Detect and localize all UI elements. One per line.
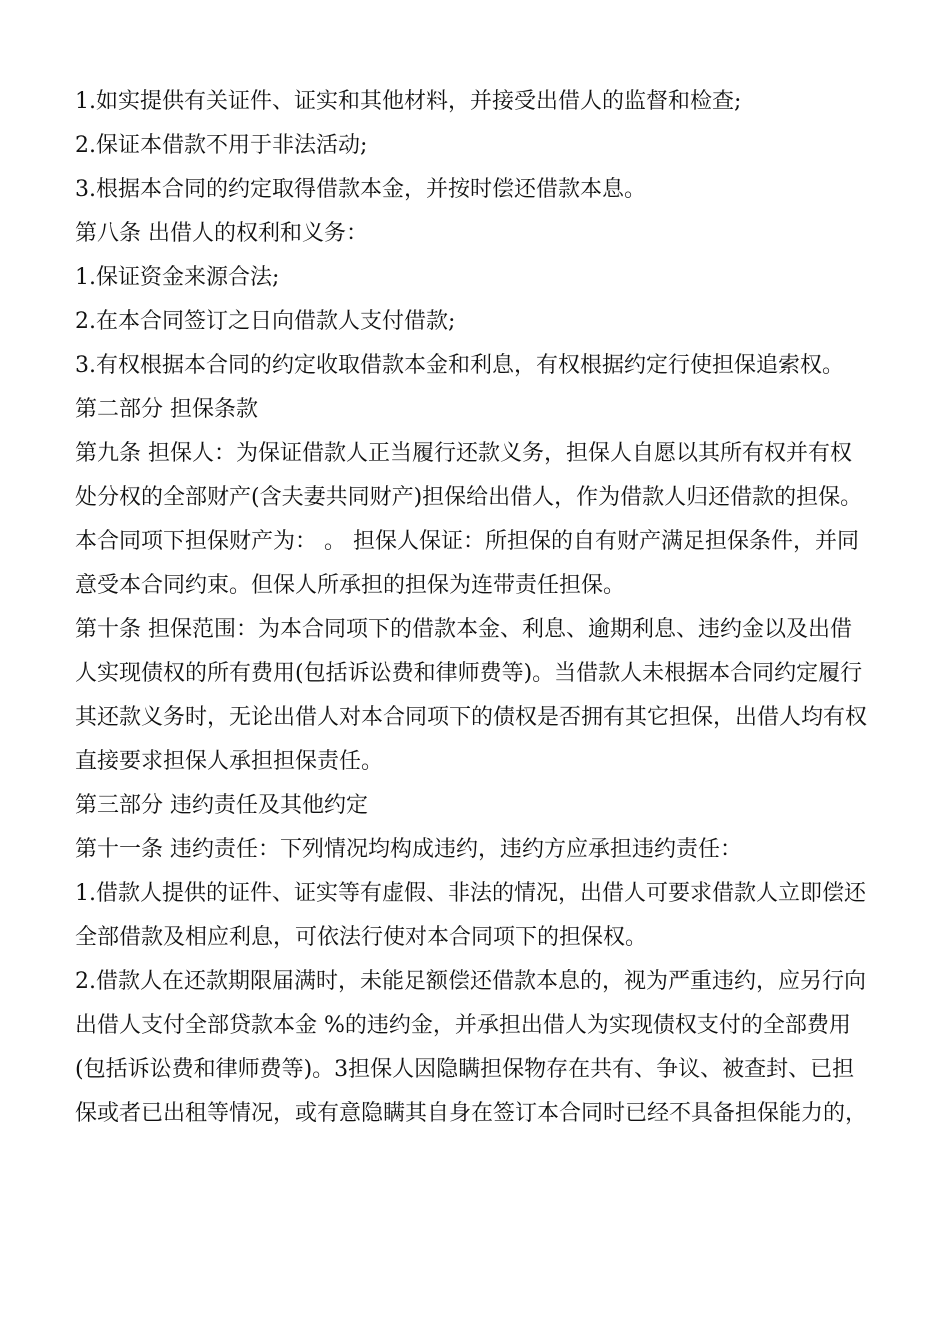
part-heading: 第二部分 担保条款: [75, 397, 258, 422]
text-line: 1.保证资金来源合法;: [75, 265, 280, 290]
text-line: 意受本合同约束。但保人所承担的担保为连带责任担保。: [75, 573, 626, 598]
section-heading: 第八条 出借人的权利和义务：: [75, 221, 368, 246]
text-line: 2.保证本借款不用于非法活动;: [75, 133, 368, 158]
text-line: 本合同项下担保财产为： 。 担保人保证：所担保的自有财产满足担保条件，并同: [75, 529, 859, 554]
text-line: 其还款义务时，无论出借人对本合同项下的债权是否拥有其它担保，出借人均有权: [75, 705, 868, 730]
text-line: 第十条 担保范围：为本合同项下的借款本金、利息、逾期利息、违约金以及出借: [75, 617, 852, 642]
text-line: 处分权的全部财产(含夫妻共同财产)担保给出借人，作为借款人归还借款的担保。: [75, 485, 863, 510]
document-body: [75, 80, 885, 1136]
text-line: 人实现债权的所有费用(包括诉讼费和律师费等)。当借款人未根据本合同约定履行: [75, 661, 863, 686]
text-line: 第九条 担保人：为保证借款人正当履行还款义务，担保人自愿以其所有权并有权: [75, 441, 852, 466]
text-line: (包括诉讼费和律师费等)。3担保人因隐瞒担保物存在共有、争议、被查封、已担: [75, 1057, 855, 1082]
text-line: 3.根据本合同的约定取得借款本金，并按时偿还借款本息。: [75, 177, 646, 202]
text-line: 2.借款人在还款期限届满时，未能足额偿还借款本息的，视为严重违约，应另行向: [75, 969, 866, 994]
text-line: 1.借款人提供的证件、证实等有虚假、非法的情况，出借人可要求借款人立即偿还: [75, 881, 866, 906]
text-line: 全部借款及相应利息，可依法行使对本合同项下的担保权。: [75, 925, 648, 950]
text-line: 出借人支付全部贷款本金 %的违约金，并承担出借人为实现债权支付的全部费用: [75, 1013, 851, 1038]
section-heading: 第十一条 违约责任：下列情况均构成违约，违约方应承担违约责任：: [75, 837, 742, 862]
text-line: 3.有权根据本合同的约定收取借款本金和利息，有权根据约定行使担保追索权。: [75, 353, 844, 378]
part-heading: 第三部分 违约责任及其他约定: [75, 793, 368, 818]
text-line: 2.在本合同签订之日向借款人支付借款;: [75, 309, 456, 334]
text-line: 1.如实提供有关证件、证实和其他材料，并接受出借人的监督和检查;: [75, 89, 742, 114]
text-line: 直接要求担保人承担担保责任。: [75, 749, 384, 774]
text-line: 保或者已出租等情况，或有意隐瞒其自身在签订本合同时已经不具备担保能力的，: [75, 1101, 868, 1126]
